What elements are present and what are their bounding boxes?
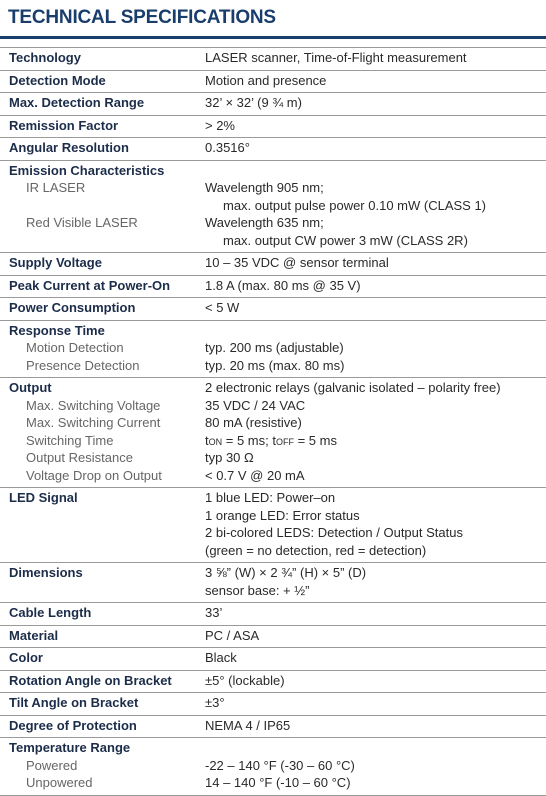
spec-label: LED Signal (9, 490, 78, 505)
spec-row-material (0, 625, 546, 648)
spec-label: Output (9, 380, 52, 395)
spec-value: Wavelength 635 nm; (205, 215, 324, 230)
spec-value-cell (205, 672, 540, 690)
spec-label: Power Consumption (9, 300, 136, 315)
spec-label-cell (9, 717, 199, 735)
spec-label-cell (9, 254, 199, 272)
spec-label-cell (9, 322, 199, 375)
spec-row-power-consumption (0, 297, 546, 320)
spec-row-led-signal (0, 487, 546, 562)
spec-row-temperature-range (0, 737, 546, 796)
spec-label-cell (9, 649, 199, 667)
spec-label: Max. Detection Range (9, 95, 145, 110)
spec-value: max. output pulse power 0.10 mW (CLASS 1) (223, 197, 487, 213)
spec-value: 0.3516° (205, 140, 250, 155)
spec-label: Response Time (9, 322, 105, 338)
spec-row-color (0, 647, 546, 670)
spec-label-cell (9, 489, 199, 507)
spec-label: Dimensions (9, 565, 83, 580)
spec-label-cell (9, 94, 199, 112)
spec-label: Material (9, 627, 59, 643)
spec-label: Angular Resolution (9, 140, 129, 155)
spec-label: Technology (9, 50, 81, 65)
spec-value-cell (205, 739, 540, 792)
spec-value-cell (205, 694, 540, 712)
spec-label-cell (9, 694, 199, 712)
spec-value: (green = no detection, red = detection) (205, 542, 427, 558)
spec-value: 10 – 35 VDC @ sensor terminal (205, 255, 389, 270)
spec-value (205, 322, 540, 340)
spec-row-peak-current-at-power-on (0, 275, 546, 298)
spec-value: ±5° (lockable) (205, 672, 285, 688)
spec-sublabel: Powered (26, 757, 78, 773)
spec-label-cell (9, 379, 199, 484)
spec-value-cell (205, 627, 540, 645)
spec-value (205, 739, 540, 757)
spec-value: ±3° (205, 695, 225, 710)
spec-value-cell (205, 72, 540, 90)
spec-row-tilt-angle-on-bracket (0, 692, 546, 715)
spec-sublabel: Output Resistance (26, 450, 133, 465)
spec-value: Black (205, 650, 237, 665)
spec-value-cell (205, 139, 540, 157)
spec-label-cell (9, 627, 199, 645)
spec-value: Wavelength 905 nm; (205, 180, 324, 195)
spec-value: Motion and presence (205, 72, 327, 88)
spec-value: 2 bi-colored LEDS: Detection / Output Status (205, 525, 463, 540)
spec-table (0, 47, 546, 796)
spec-value-cell (205, 117, 540, 135)
spec-value: 1 blue LED: Power–on (205, 490, 336, 505)
spec-row-angular-resolution (0, 137, 546, 160)
title-divider (0, 36, 546, 39)
spec-value: 1.8 A (max. 80 ms @ 35 V) (205, 277, 361, 293)
spec-value-cell (205, 49, 540, 67)
spec-label: Remission Factor (9, 117, 119, 133)
spec-label: Peak Current at Power-On (9, 277, 171, 293)
spec-row-emission-characteristics (0, 160, 546, 253)
spec-value: typ 30 Ω (205, 450, 254, 465)
spec-sublabel: Max. Switching Current (26, 415, 161, 430)
spec-sublabel: Max. Switching Voltage (26, 397, 161, 413)
spec-value: < 0.7 V @ 20 mA (205, 467, 305, 483)
spec-sublabel: Motion Detection (26, 340, 124, 355)
spec-value: typ. 20 ms (max. 80 ms) (205, 357, 345, 373)
spec-value: PC / ASA (205, 627, 260, 643)
spec-value: -22 – 140 °F (-30 – 60 °C) (205, 757, 355, 773)
spec-value-cell (205, 94, 540, 112)
spec-value: < 5 W (205, 300, 240, 315)
spec-label: Emission Characteristics (9, 162, 165, 178)
spec-label-cell (9, 277, 199, 295)
spec-value-cell (205, 379, 540, 484)
spec-value: 14 – 140 °F (-10 – 60 °C) (205, 775, 351, 790)
spec-row-output (0, 377, 546, 487)
spec-row-degree-of-protection (0, 715, 546, 738)
spec-sublabel: IR LASER (26, 180, 86, 195)
spec-row-cable-length (0, 602, 546, 625)
spec-row-remission-factor (0, 115, 546, 138)
spec-sublabel: Unpowered (26, 775, 93, 790)
spec-value: 2 electronic relays (galvanic isolated – polarity free) (205, 380, 501, 395)
spec-row-detection-mode (0, 70, 546, 93)
spec-label-cell (9, 299, 199, 317)
page-title: TECHNICAL SPECIFICATIONS (8, 7, 276, 28)
spec-label: Rotation Angle on Bracket (9, 672, 172, 688)
spec-value-cell (205, 254, 540, 272)
spec-label: Tilt Angle on Bracket (9, 695, 139, 710)
spec-row-technology (0, 47, 546, 70)
spec-label: Degree of Protection (9, 717, 137, 733)
spec-value-cell (205, 162, 540, 250)
spec-label: Cable Length (9, 605, 92, 620)
spec-row-dimensions (0, 562, 546, 602)
spec-value: typ. 200 ms (adjustable) (205, 340, 344, 355)
spec-label-cell (9, 139, 199, 157)
spec-sublabel (9, 197, 199, 215)
spec-label-cell (9, 162, 199, 232)
spec-row-response-time (0, 320, 546, 378)
spec-label-cell (9, 564, 199, 582)
spec-label-cell (9, 49, 199, 67)
spec-sublabel: Presence Detection (26, 357, 140, 373)
spec-label: Supply Voltage (9, 255, 102, 270)
spec-value: sensor base: + ½” (205, 582, 310, 598)
spec-value-cell (205, 564, 540, 599)
spec-label: Color (9, 650, 43, 665)
spec-value-cell (205, 604, 540, 622)
spec-value (205, 162, 540, 180)
spec-value-cell (205, 322, 540, 375)
spec-value: 1 orange LED: Error status (205, 507, 360, 523)
spec-label: Detection Mode (9, 72, 106, 88)
spec-label: Temperature Range (9, 740, 131, 755)
spec-value-cell (205, 299, 540, 317)
spec-label-cell (9, 672, 199, 690)
spec-label-cell (9, 739, 199, 792)
spec-value: 3 ⅝” (W) × 2 ¾” (H) × 5” (D) (205, 565, 367, 580)
spec-sublabel: Switching Time (26, 432, 114, 448)
spec-value: 33’ (205, 605, 223, 620)
spec-row-rotation-angle-on-bracket (0, 670, 546, 693)
spec-value-cell (205, 717, 540, 735)
spec-value: LASER scanner, Time-of-Flight measurement (205, 50, 467, 65)
spec-value: tON = 5 ms; tOFF = 5 ms (205, 432, 337, 448)
spec-value: 32’ × 32’ (9 ¾ m) (205, 95, 302, 110)
spec-row-max-detection-range (0, 92, 546, 115)
spec-label-cell (9, 604, 199, 622)
spec-sublabel: Red Visible LASER (26, 215, 138, 230)
spec-row-supply-voltage (0, 252, 546, 275)
spec-sublabel: Voltage Drop on Output (26, 467, 162, 483)
spec-value-cell (205, 277, 540, 295)
spec-value-cell (205, 489, 540, 559)
spec-label-cell (9, 72, 199, 90)
spec-value: max. output CW power 3 mW (CLASS 2R) (223, 232, 468, 248)
spec-label-cell (9, 117, 199, 135)
spec-value: 80 mA (resistive) (205, 415, 302, 430)
spec-value: 35 VDC / 24 VAC (205, 397, 306, 413)
spec-value: NEMA 4 / IP65 (205, 717, 291, 733)
spec-value-cell (205, 649, 540, 667)
spec-value: > 2% (205, 117, 235, 133)
